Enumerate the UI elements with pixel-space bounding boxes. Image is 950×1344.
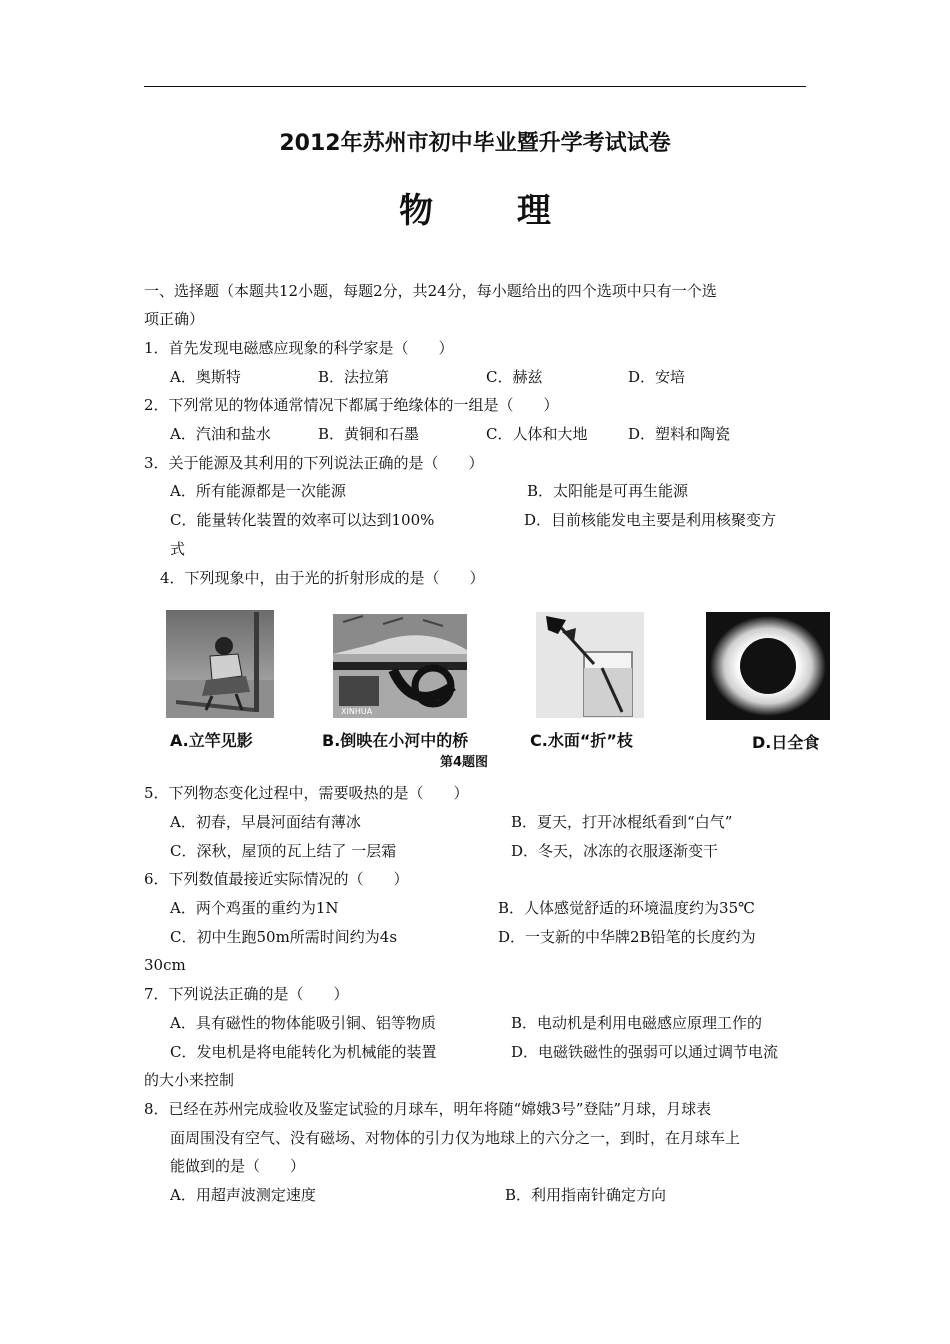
q2-option-b: B．黄铜和石墨 (318, 425, 420, 443)
q7-option-b: B．电动机是利用电磁感应原理工作的 (511, 1014, 763, 1032)
q1-option-d: D．安培 (628, 368, 686, 386)
q3-option-c: C．能量转化装置的效率可以达到100% (170, 511, 435, 529)
q3-option-d-cont: 式 (170, 540, 186, 558)
figure-b-caption: B.倒映在小河中的桥 (322, 731, 469, 750)
q8-option-a: A．用超声波测定速度 (170, 1186, 316, 1204)
q6-option-d: D．一支新的中华牌2B铅笔的长度约为 (498, 928, 756, 946)
exam-title: 2012年苏州市初中毕业暨升学考试试卷 (279, 131, 671, 156)
q8-stem-cont: 面周围没有空气、没有磁场、对物体的引力仅为地球上的六分之一，到时，在月球车上 (170, 1129, 741, 1147)
q7-option-d: D．电磁铁磁性的强弱可以通过调节电流 (511, 1043, 779, 1061)
figure-caption: 第4题图 (440, 755, 489, 770)
q8-stem: 8．已经在苏州完成验收及鉴定试验的月球车，明年将随“嫦娥3号”登陆”月球，月球表 (144, 1100, 712, 1118)
q7-stem: 7．下列说法正确的是（ ） (144, 985, 349, 1003)
section-instructions: 一、选择题（本题共12小题，每题2分，共24分，每小题给出的四个选项中只有一个选 (144, 282, 717, 300)
q7-option-c: C．发电机是将电能转化为机械能的装置 (170, 1043, 437, 1061)
q8-stem-end: 能做到的是（ ） (170, 1157, 306, 1175)
section-instructions-cont: 项正确） (144, 310, 205, 328)
q5-option-c: C．深秋，屋顶的瓦上结了 一层霜 (170, 842, 397, 860)
q1-option-c: C．赫兹 (486, 368, 543, 386)
q7-option-a: A．具有磁性的物体能吸引铜、铝等物质 (170, 1014, 436, 1032)
q6-option-d-cont: 30cm (144, 956, 186, 974)
q1-option-a: A．奥斯特 (170, 368, 241, 386)
q3-option-b: B．太阳能是可再生能源 (527, 482, 689, 500)
q5-stem: 5．下列物态变化过程中，需要吸热的是（ ） (144, 784, 469, 802)
q3-stem: 3．关于能源及其利用的下列说法正确的是（ ） (144, 454, 484, 472)
q7-option-d-cont: 的大小来控制 (144, 1071, 235, 1089)
q8-option-b: B．利用指南针确定方向 (505, 1186, 667, 1204)
q5-option-a: A．初春，早晨河面结有薄冰 (170, 813, 361, 831)
figure-c-bent-branch (536, 612, 644, 718)
photo-watermark: XINHUA (341, 707, 373, 716)
q6-option-c: C．初中生跑50m所需时间约为4s (170, 928, 398, 946)
q6-stem: 6．下列数值最接近实际情况的（ ） (144, 870, 409, 888)
q2-option-a: A．汽油和盐水 (170, 425, 271, 443)
figure-a-pole-shadow (166, 610, 274, 718)
figure-b-bridge-reflection (333, 614, 467, 718)
figure-d-caption: D.日全食 (752, 733, 820, 752)
q5-option-d: D．冬天，冰冻的衣服逐渐变干 (511, 842, 719, 860)
q3-option-d: D．目前核能发电主要是利用核聚变方 (524, 511, 777, 529)
q1-stem: 1．首先发现电磁感应现象的科学家是（ ） (144, 339, 454, 357)
q1-option-b: B．法拉第 (318, 368, 390, 386)
q2-option-d: D．塑料和陶瓷 (628, 425, 731, 443)
q5-option-b: B．夏天，打开冰棍纸看到“白气” (511, 813, 733, 831)
figure-c-caption: C.水面“折”枝 (530, 731, 633, 750)
figure-a-caption: A.立竿见影 (170, 731, 253, 750)
q3-option-a: A．所有能源都是一次能源 (170, 482, 346, 500)
subject-title: 物 理 (399, 191, 587, 231)
q4-stem: 4．下列现象中，由于光的折射形成的是（ ） (160, 569, 485, 587)
q2-option-c: C．人体和大地 (486, 425, 588, 443)
header-rule (144, 86, 806, 87)
q2-stem: 2．下列常见的物体通常情况下都属于绝缘体的一组是（ ） (144, 396, 559, 414)
q6-option-a: A．两个鸡蛋的重约为1N (170, 899, 339, 917)
q6-option-b: B．人体感觉舒适的环境温度约为35℃ (498, 899, 755, 917)
figure-d-solar-eclipse (706, 612, 830, 720)
